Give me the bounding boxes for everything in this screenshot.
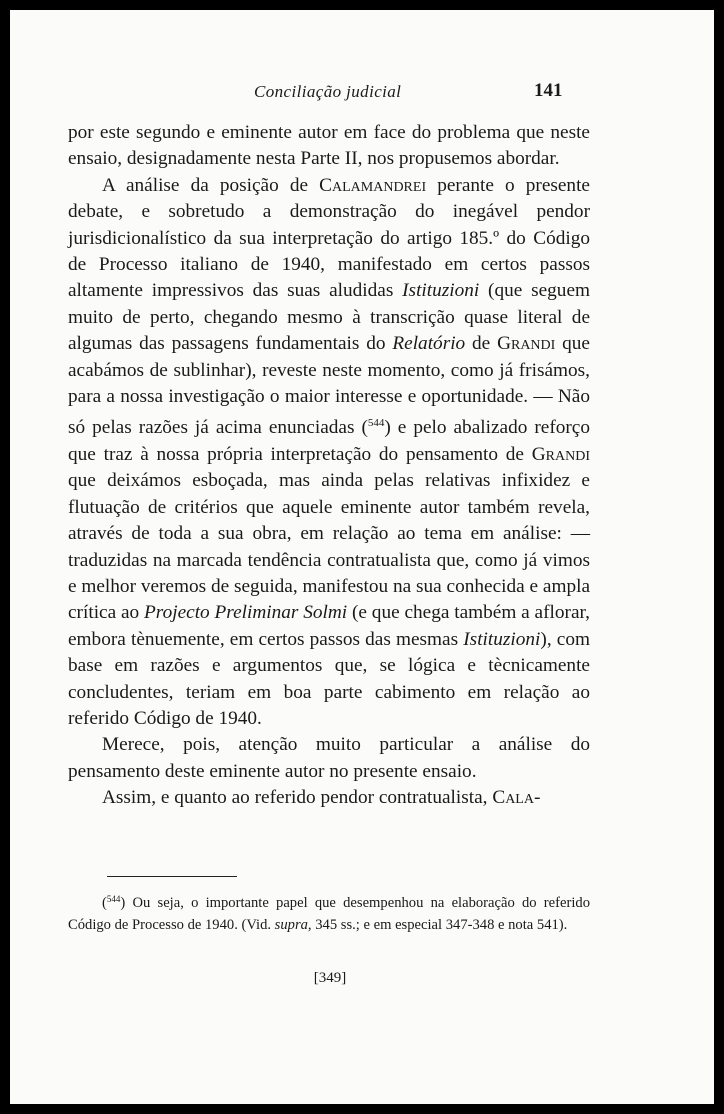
footnote (68, 888, 590, 936)
text-run: que deixámos esboçada, mas ainda pelas relativas infixidez e flutuação de critérios que aquele eminente autor também revela, através de toda a sua obra, em relação ao tema em análise: — traduzidas na marcada tendência contratualista que, como já vimos e melhor veremos de seguida, manifestou na sua conhecida e ampla crítica ao (68, 470, 591, 624)
paragraph-3: Merece, pois, atenção muito particular a análise do pensamento deste eminente autor no presente ensaio. (68, 734, 590, 782)
text-run: perante o presente debate, e sobretudo a demonstração do inegável pendor jurisdicionalístico da sua interpretação do artigo 185.º do Código de Processo italiano de 1940, manifestado em certos passos altamente impressivos das suas aludidas (68, 174, 590, 302)
footnote-number: 544 (106, 894, 121, 904)
text-run: Ou seja, o importante papel que desempenhou na elaboração do referido Código de Processo de 1940. (Vid. (68, 895, 590, 933)
book-page (10, 10, 714, 1104)
folio-number: [349] (313, 970, 347, 986)
footnote-divider (107, 876, 237, 877)
text-run-italic: supra, (274, 917, 312, 933)
text-run: (que seguem muito de perto, chegando mesmo à transcrição quase literal de algumas das passagens fundamentais do (68, 280, 590, 355)
author-name: Cala- (492, 787, 541, 809)
text-run: 345 ss.; e em especial 347-348 e nota 541). (311, 917, 568, 933)
text-run: Assim, e quanto ao referido pendor contratualista, (102, 787, 493, 809)
author-name: Grandi (497, 333, 556, 355)
author-name: Calamandrei (319, 174, 427, 196)
paragraph-2 (68, 173, 590, 733)
author-name: Grandi (531, 443, 590, 465)
work-title: Istituzioni (463, 628, 541, 650)
paragraph-4 (68, 785, 590, 811)
text-run: A análise da posição de (102, 174, 320, 196)
page-number: 141 (534, 80, 563, 101)
text-run: de (465, 333, 498, 355)
work-title: Relatório (392, 333, 466, 355)
work-title: Istituzioni (402, 280, 480, 302)
text-run: ), com base em razões e argumentos que, se lógica e tècnicamente concludentes, teriam em boa parte cabimento em relação ao referido Código de 1940. (68, 628, 590, 729)
page-header (10, 82, 714, 110)
work-title: Projecto Preliminar Solmi (144, 602, 348, 624)
paragraph-1: por este segundo e eminente autor em face do problema que neste ensaio, designadamente nesta Parte II, nos propusemos abordar. (68, 122, 590, 170)
text-run: ) e pelo abalizado reforço que traz à nossa própria interpretação do pensamento de (68, 417, 590, 465)
footnote-reference: 544 (367, 417, 385, 430)
text-run: que acabámos de sublinhar), reveste neste momento, como já frisámos, para a nossa investigação o maior interesse e oportunidade. — Não só pelas razões já acima enunciadas ( (68, 333, 590, 439)
footnote-marker: ($^{544}$) (102, 894, 126, 911)
running-title: Conciliação judicial (254, 82, 402, 101)
text-run: (e que chega também a aflorar, embora tènuemente, em certos passos das mesmas (68, 602, 590, 650)
body-text (68, 120, 590, 812)
